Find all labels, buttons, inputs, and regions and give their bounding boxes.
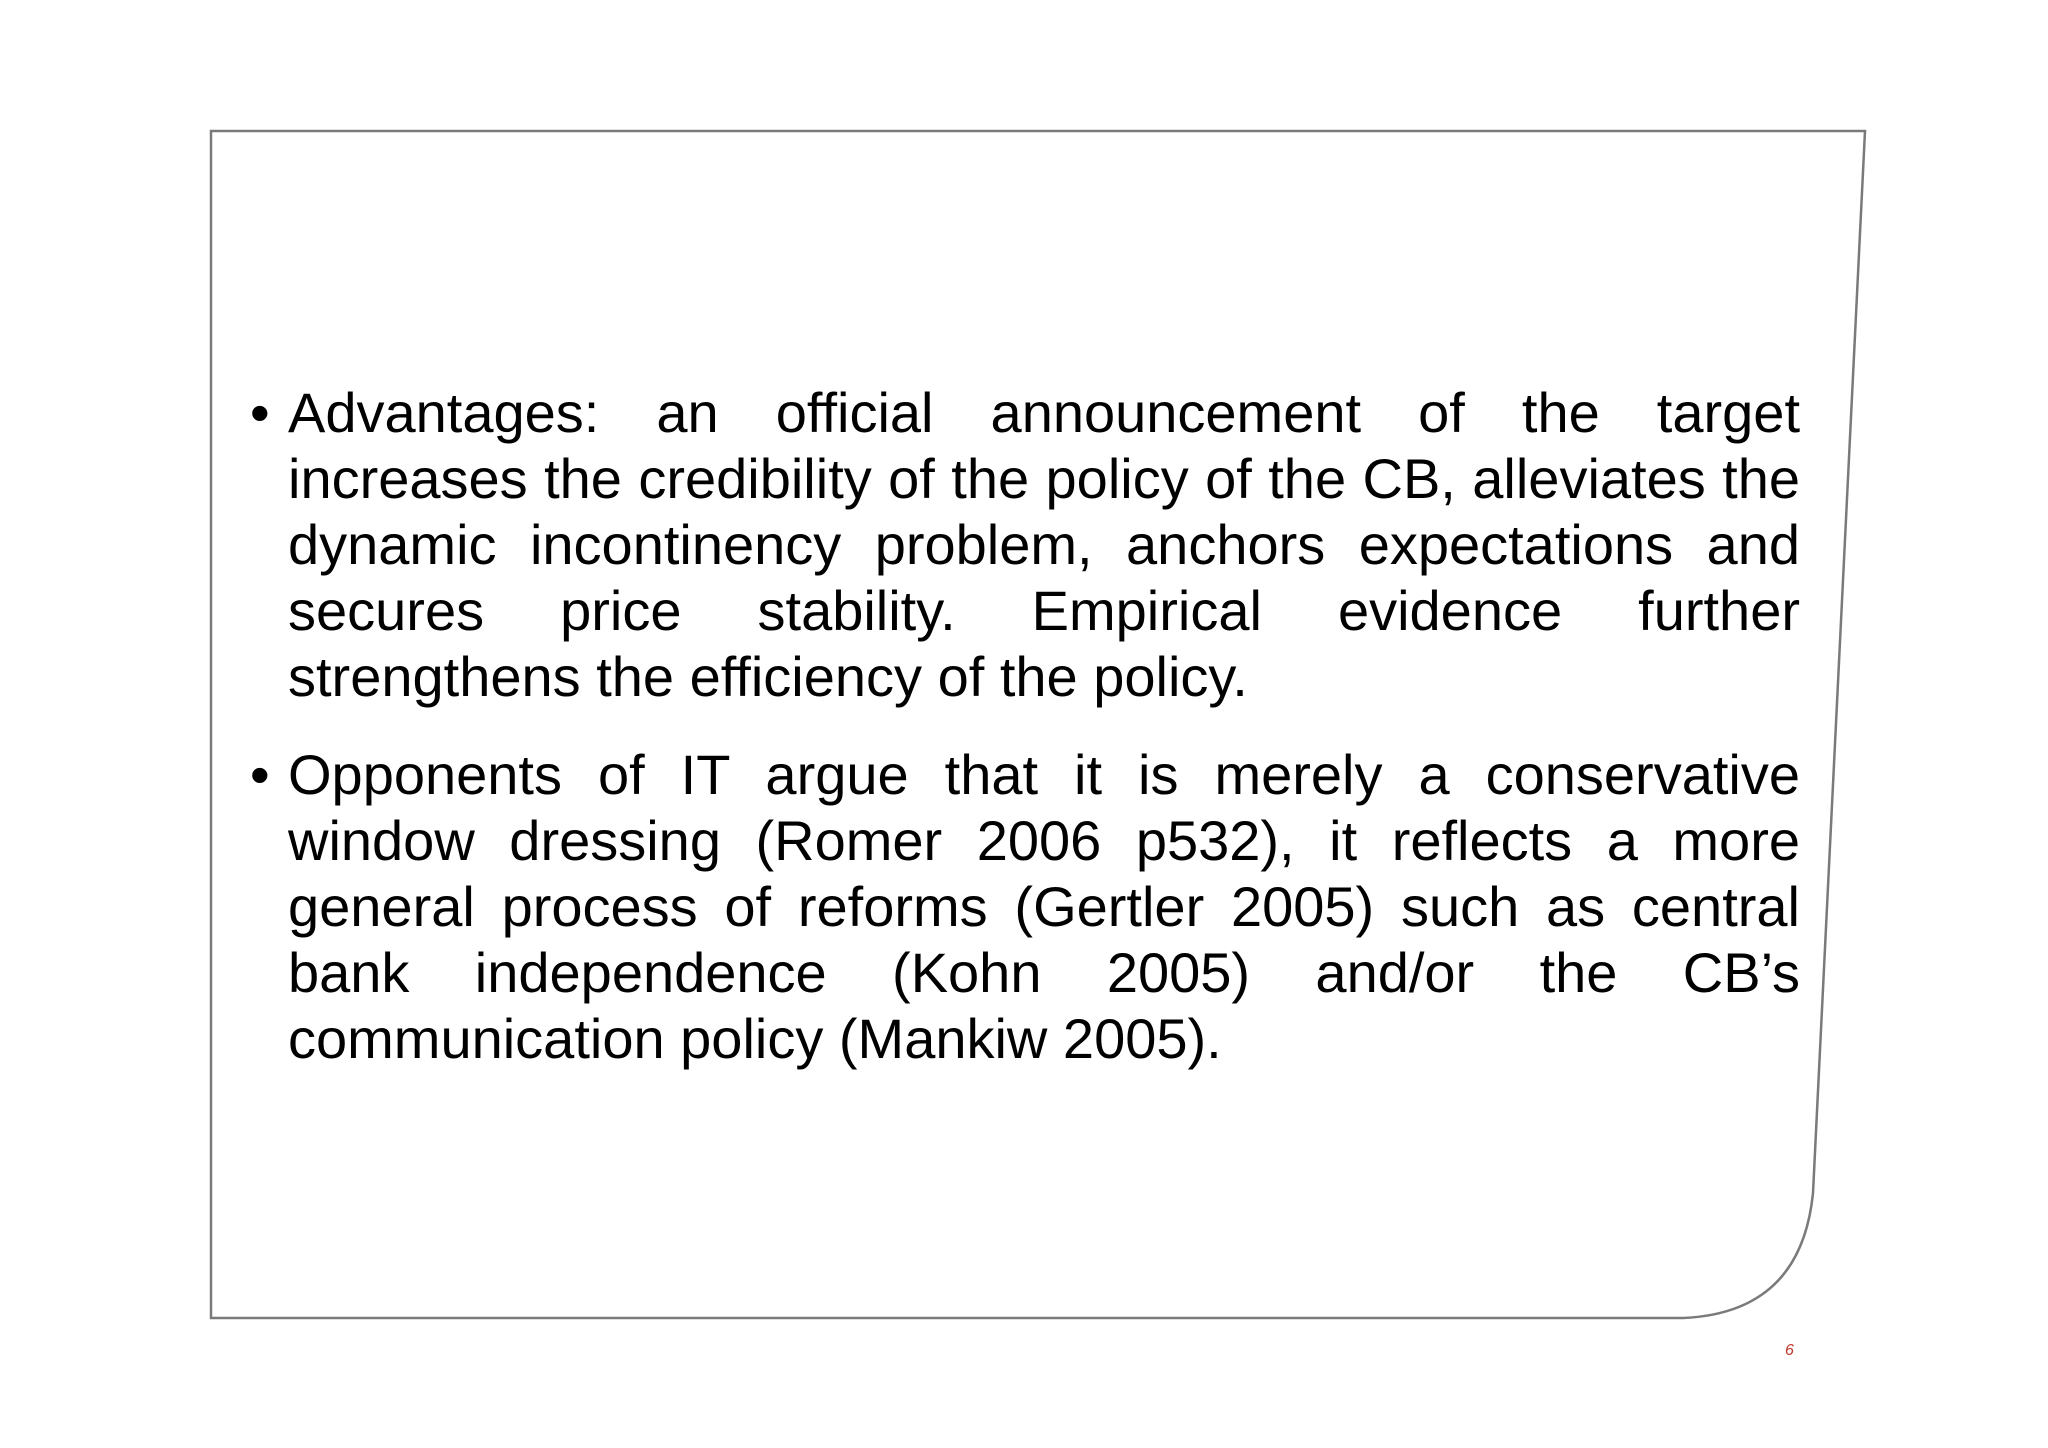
slide-content (250, 380, 1800, 1104)
bullet-text: Advantages: an official announcement of the target increases the credibility of the policy of the CB, alleviates the dynamic incontinency problem, anchors expectations and secures price stability. Empirical evidence further strengthens the efficiency of the policy. (288, 381, 1800, 708)
bullet-opponents (250, 742, 1800, 1072)
bullet-marker: • (250, 743, 270, 806)
bullet-text: Opponents of IT argue that it is merely a conservative window dressing (Romer 2006 p532), it reflects a more general process of reforms (Gertler 2005) such as central bank independence (Kohn 2005) and/or the CB’s communication policy (Mankiw 2005). (288, 743, 1800, 1070)
page-number: 6 (1785, 1342, 1794, 1359)
bullet-marker: • (250, 381, 270, 444)
bullet-advantages (250, 380, 1800, 710)
